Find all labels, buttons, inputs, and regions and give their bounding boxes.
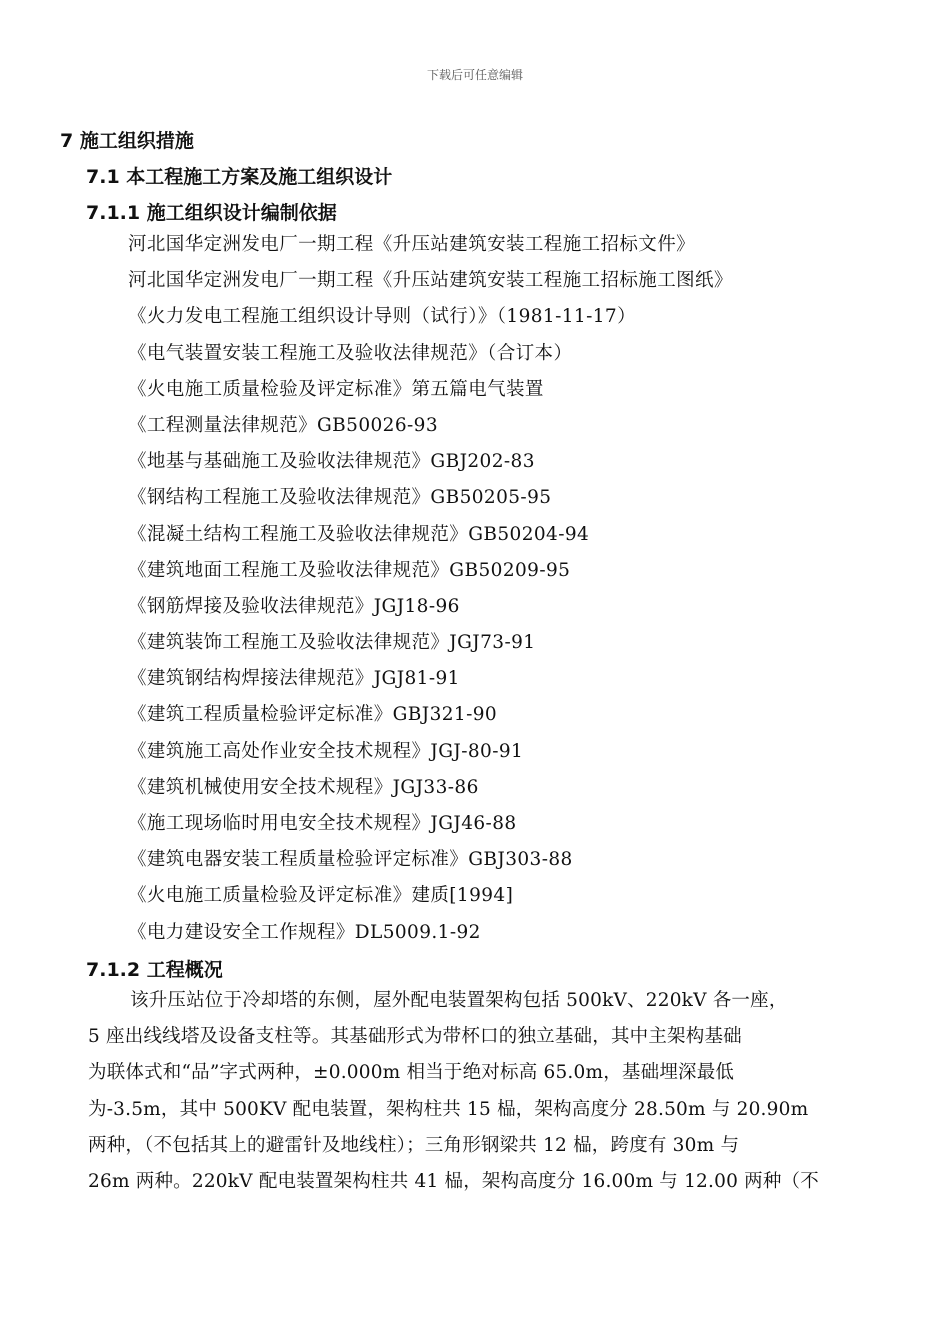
running-header: 下载后可任意编辑 <box>426 68 523 82</box>
reference-item: 河北国华定洲发电厂一期工程《升压站建筑安装工程施工招标施工图纸》 <box>128 270 733 292</box>
paragraph-line: 为联体式和“品”字式两种，±0.000m 相当于绝对标高 65.0m，基础埋深最低 <box>88 1062 735 1084</box>
reference-item: 《工程测量法律规范》GB50026-93 <box>128 414 439 436</box>
overview-heading: 7.1.2 工程概况 <box>86 959 223 981</box>
reference-item: 河北国华定洲发电厂一期工程《升压站建筑安装工程施工招标文件》 <box>128 234 696 255</box>
reference-item: 《建筑施工高处作业安全技术规程》JGJ-80-91 <box>128 740 524 762</box>
reference-item: 《建筑装饰工程施工及验收法律规范》JGJ73-91 <box>128 632 536 654</box>
subsection-title: 7.1 本工程施工方案及施工组织设计 <box>86 166 393 188</box>
reference-item: 《地基与基础施工及验收法律规范》GBJ202-83 <box>128 451 535 473</box>
reference-item: 《混凝土结构工程施工及验收法律规范》GB50204-94 <box>128 523 590 545</box>
reference-item: 《建筑钢结构焊接法律规范》JGJ81-91 <box>128 668 460 690</box>
reference-item: 《建筑地面工程施工及验收法律规范》GB50209-95 <box>128 559 571 581</box>
reference-item: 《电力建设安全工作规程》DL5009.1-92 <box>128 921 481 943</box>
reference-item: 《火电施工质量检验及评定标准》建质[1994] <box>128 885 514 907</box>
reference-item: 《电气装置安装工程施工及验收法律规范》（合订本） <box>128 342 573 364</box>
reference-item: 《火力发电工程施工组织设计导则（试行）》（1981-11-17） <box>128 306 636 328</box>
reference-item: 《建筑机械使用安全技术规程》JGJ33-86 <box>128 776 479 798</box>
reference-item: 《钢结构工程施工及验收法律规范》GB50205-95 <box>128 487 552 509</box>
paragraph-line: 26m 两种。220kV 配电装置架构柱共 41 榀，架构高度分 16.00m 与 12.00 两种（不 <box>88 1170 819 1192</box>
reference-item: 《施工现场临时用电安全技术规程》JGJ46-88 <box>128 813 517 834</box>
overview-paragraph <box>88 988 888 1205</box>
paragraph-line: 该升压站位于冷却塔的东侧，屋外配电装置架构包括 500kV、220kV 各一座， <box>130 990 788 1011</box>
reference-item: 《建筑电器安装工程质量检验评定标准》GBJ303-88 <box>128 849 573 871</box>
reference-item: 《建筑工程质量检验评定标准》GBJ321-90 <box>128 704 498 726</box>
paragraph-line: 两种，（不包括其上的避雷针及地线柱）；三角形钢梁共 12 榀，跨度有 30m 与 <box>88 1134 740 1156</box>
reference-item: 《火电施工质量检验及评定标准》第五篇电气装置 <box>128 378 544 400</box>
paragraph-line: 为-3.5m，其中 500KV 配电装置，架构柱共 15 榀，架构高度分 28.50m 与 20.90m <box>88 1098 809 1120</box>
basis-heading: 7.1.1 施工组织设计编制依据 <box>86 202 337 224</box>
reference-list <box>128 232 733 956</box>
section-title: 7 施工组织措施 <box>60 130 194 152</box>
paragraph-line: 5 座出线线塔及设备支柱等。其基础形式为带杯口的独立基础，其中主架构基础 <box>88 1026 742 1048</box>
reference-item: 《钢筋焊接及验收法律规范》JGJ18-96 <box>128 595 460 617</box>
